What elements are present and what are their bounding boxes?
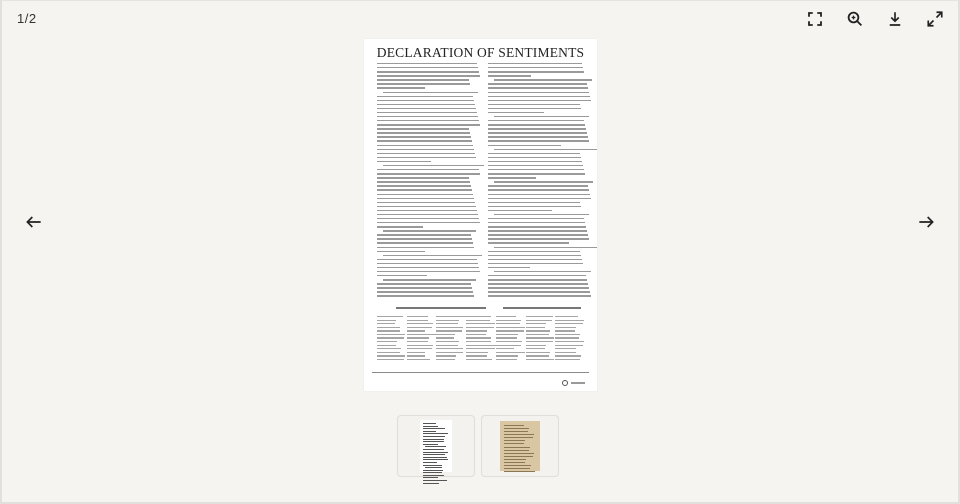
zoom-in-icon (846, 10, 864, 28)
download-button[interactable] (880, 7, 910, 31)
thumbnail-image (500, 421, 540, 471)
arrow-right-icon (916, 212, 936, 232)
previous-page-button[interactable] (19, 207, 49, 237)
fit-screen-icon (806, 10, 824, 28)
arrow-left-icon (24, 212, 44, 232)
seal-icon (562, 380, 568, 386)
thumbnail-page-1[interactable] (397, 415, 475, 477)
text-column-right (488, 63, 592, 300)
expand-icon (926, 10, 944, 28)
text-column-left (377, 63, 481, 300)
fullscreen-button[interactable] (920, 7, 950, 31)
publisher-seal (562, 380, 585, 386)
thumbnail-image (420, 420, 452, 472)
document-title: DECLARATION OF SENTIMENTS (376, 45, 585, 60)
thumbnail-strip (397, 415, 559, 477)
download-icon (886, 10, 904, 28)
zoom-in-button[interactable] (840, 7, 870, 31)
next-page-button[interactable] (911, 207, 941, 237)
page-counter: 1/2 (17, 11, 37, 26)
fit-to-screen-button[interactable] (800, 7, 830, 31)
footer-caption (372, 372, 589, 373)
toolbar (800, 7, 950, 31)
document-page[interactable] (364, 39, 597, 391)
signatures-list (377, 316, 585, 363)
signatures-heading (396, 307, 581, 309)
thumbnail-page-2[interactable] (481, 415, 559, 477)
